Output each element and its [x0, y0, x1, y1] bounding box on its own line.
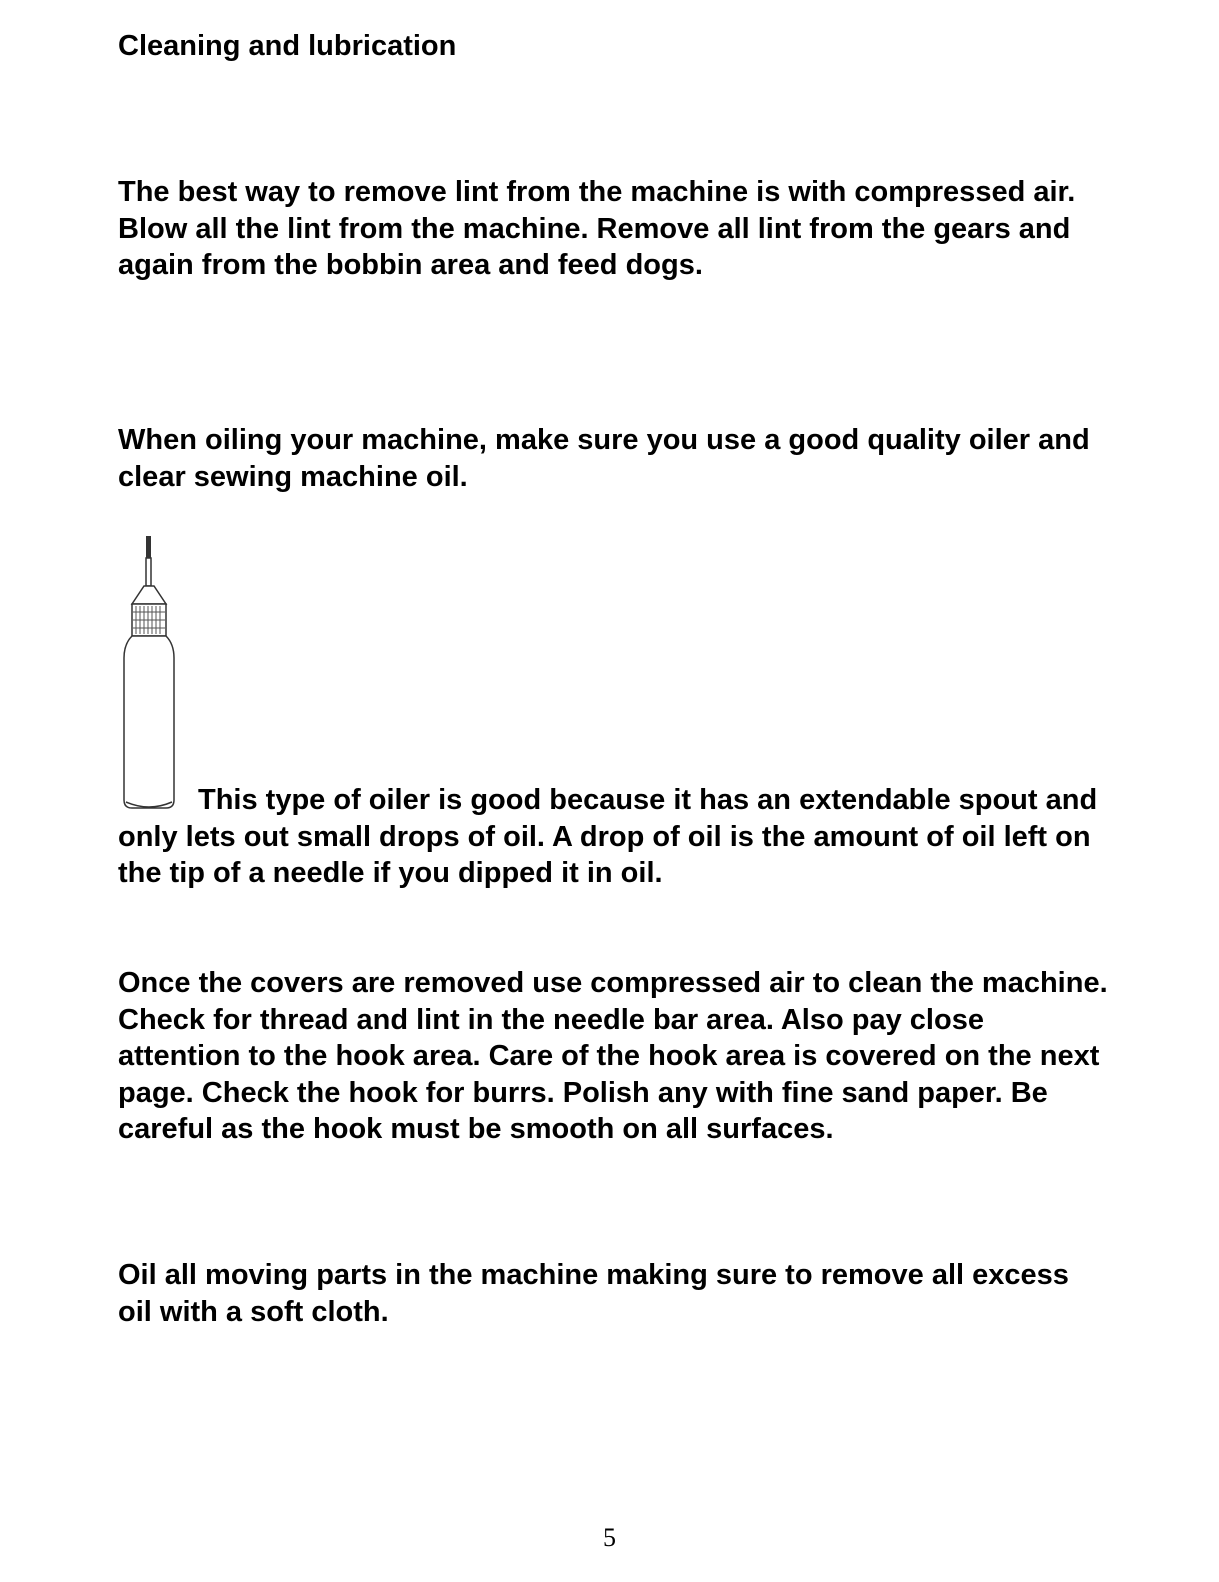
paragraph-covers-removed: Once the covers are removed use compressed air to clean the machine. Check for thread and lint in the needle bar area. Also pay close attention to the hook area. Care of the hook area is covered on the next page. Check the hook for burrs. Polish any with fine sand paper. Be careful as the hook must be smooth on all surfaces. [118, 967, 1108, 1145]
page-number: 5 [603, 1523, 616, 1552]
oiler-bottle-icon [120, 532, 180, 814]
paragraph-lint-removal: The best way to remove lint from the machine is with compressed air. Blow all the lint from the machine. Remove all lint from the gears and again from the bobbin area and feed dogs. [118, 176, 1076, 281]
oiler-description-text: This type of oiler is good because it has an extendable spout and only lets out small drops of oil. A drop of oil is the amount of oil left on the tip of a needle if you dipped it in oil. [118, 784, 1098, 889]
paragraph-oiler-description [118, 782, 1108, 892]
page-title: Cleaning and lubrication [118, 30, 457, 62]
paragraph-oil-moving-parts: Oil all moving parts in the machine making sure to remove all excess oil with a soft cloth. [118, 1259, 1069, 1328]
paragraph-oiling: When oiling your machine, make sure you use a good quality oiler and clear sewing machine oil. [118, 424, 1090, 493]
